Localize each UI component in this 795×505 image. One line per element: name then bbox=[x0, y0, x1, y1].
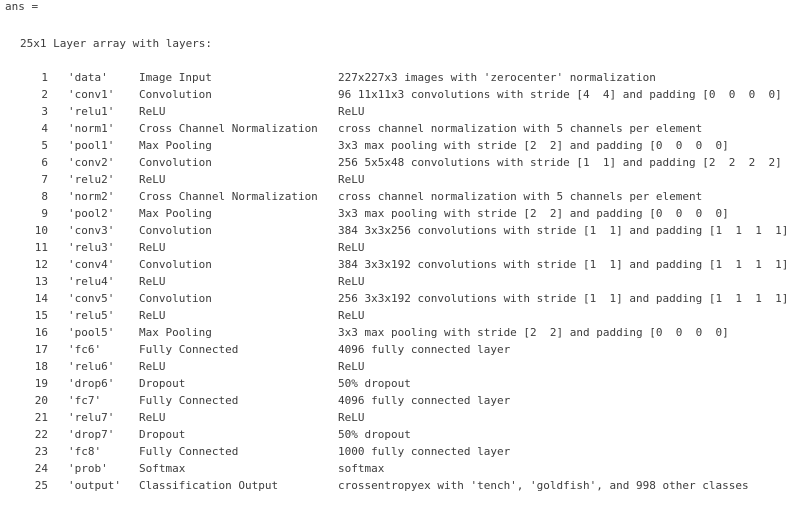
layer-index: 10 bbox=[34, 224, 48, 237]
layer-row bbox=[0, 239, 795, 256]
layer-description: ReLU bbox=[338, 309, 365, 322]
layer-description: 4096 fully connected layer bbox=[338, 394, 511, 407]
layer-list bbox=[0, 69, 795, 494]
layer-row bbox=[0, 154, 795, 171]
layer-type: Cross Channel Normalization bbox=[139, 190, 318, 203]
layer-index: 18 bbox=[34, 360, 48, 373]
layer-type: Convolution bbox=[139, 88, 212, 101]
layer-name: 'conv5' bbox=[68, 292, 115, 305]
layer-description: 50% dropout bbox=[338, 377, 411, 390]
layer-index: 6 bbox=[41, 156, 48, 169]
layer-index: 23 bbox=[34, 445, 48, 458]
ans-label: ans = bbox=[5, 0, 39, 13]
layer-index: 8 bbox=[41, 190, 48, 203]
layer-index: 20 bbox=[34, 394, 48, 407]
layer-name: 'data' bbox=[68, 71, 108, 84]
layer-description: ReLU bbox=[338, 173, 365, 186]
layer-type: ReLU bbox=[139, 241, 166, 254]
layer-name: 'pool5' bbox=[68, 326, 115, 339]
layer-name: 'norm1' bbox=[68, 122, 115, 135]
layer-type: ReLU bbox=[139, 275, 166, 288]
layer-row bbox=[0, 86, 795, 103]
layer-index: 21 bbox=[34, 411, 48, 424]
layer-row bbox=[0, 205, 795, 222]
layer-row bbox=[0, 392, 795, 409]
layer-index: 1 bbox=[41, 71, 48, 84]
layer-description: ReLU bbox=[338, 275, 365, 288]
layer-index: 19 bbox=[34, 377, 48, 390]
layer-type: Fully Connected bbox=[139, 394, 239, 407]
layer-description: 3x3 max pooling with stride [2 2] and padding [0 0 0 0] bbox=[338, 139, 729, 152]
layer-index: 25 bbox=[34, 479, 48, 492]
layer-array-summary: 25x1 Layer array with layers: bbox=[20, 37, 213, 50]
layer-type: ReLU bbox=[139, 309, 166, 322]
layer-index: 17 bbox=[34, 343, 48, 356]
layer-name: 'relu1' bbox=[68, 105, 115, 118]
layer-name: 'relu4' bbox=[68, 275, 115, 288]
layer-name: 'relu3' bbox=[68, 241, 115, 254]
layer-description: ReLU bbox=[338, 241, 365, 254]
layer-index: 7 bbox=[41, 173, 48, 186]
layer-description: cross channel normalization with 5 channels per element bbox=[338, 122, 703, 135]
layer-type: Max Pooling bbox=[139, 139, 212, 152]
layer-description: 384 3x3x192 convolutions with stride [1 1] and padding [1 1 1 1] bbox=[338, 258, 789, 271]
layer-type: ReLU bbox=[139, 411, 166, 424]
layer-index: 14 bbox=[34, 292, 48, 305]
layer-name: 'drop7' bbox=[68, 428, 115, 441]
layer-type: Dropout bbox=[139, 428, 186, 441]
layer-index: 11 bbox=[34, 241, 48, 254]
layer-name: 'norm2' bbox=[68, 190, 115, 203]
layer-description: softmax bbox=[338, 462, 385, 475]
layer-row bbox=[0, 290, 795, 307]
layer-name: 'conv3' bbox=[68, 224, 115, 237]
layer-description: ReLU bbox=[338, 105, 365, 118]
layer-type: Cross Channel Normalization bbox=[139, 122, 318, 135]
layer-description: crossentropyex with 'tench', 'goldfish', and 998 other classes bbox=[338, 479, 749, 492]
layer-type: Convolution bbox=[139, 224, 212, 237]
layer-description: cross channel normalization with 5 channels per element bbox=[338, 190, 703, 203]
layer-row bbox=[0, 443, 795, 460]
layer-index: 13 bbox=[34, 275, 48, 288]
layer-description: 384 3x3x256 convolutions with stride [1 1] and padding [1 1 1 1] bbox=[338, 224, 789, 237]
layer-description: 256 3x3x192 convolutions with stride [1 1] and padding [1 1 1 1] bbox=[338, 292, 789, 305]
layer-description: 4096 fully connected layer bbox=[338, 343, 511, 356]
layer-name: 'relu5' bbox=[68, 309, 115, 322]
layer-name: 'output' bbox=[68, 479, 121, 492]
layer-type: Convolution bbox=[139, 292, 212, 305]
layer-row bbox=[0, 120, 795, 137]
layer-row bbox=[0, 324, 795, 341]
layer-description: 3x3 max pooling with stride [2 2] and padding [0 0 0 0] bbox=[338, 207, 729, 220]
layer-row bbox=[0, 69, 795, 86]
layer-type: Max Pooling bbox=[139, 207, 212, 220]
layer-row bbox=[0, 341, 795, 358]
layer-row bbox=[0, 103, 795, 120]
layer-index: 12 bbox=[34, 258, 48, 271]
layer-description: 1000 fully connected layer bbox=[338, 445, 511, 458]
layer-type: Classification Output bbox=[139, 479, 279, 492]
layer-row bbox=[0, 222, 795, 239]
layer-row bbox=[0, 188, 795, 205]
layer-index: 15 bbox=[34, 309, 48, 322]
layer-row bbox=[0, 477, 795, 494]
layer-type: Fully Connected bbox=[139, 445, 239, 458]
layer-type: Convolution bbox=[139, 258, 212, 271]
layer-name: 'drop6' bbox=[68, 377, 115, 390]
layer-index: 4 bbox=[41, 122, 48, 135]
layer-type: Convolution bbox=[139, 156, 212, 169]
layer-row bbox=[0, 171, 795, 188]
layer-type: Softmax bbox=[139, 462, 186, 475]
layer-index: 24 bbox=[34, 462, 48, 475]
layer-name: 'pool2' bbox=[68, 207, 115, 220]
layer-type: Fully Connected bbox=[139, 343, 239, 356]
layer-name: 'fc8' bbox=[68, 445, 102, 458]
layer-row bbox=[0, 256, 795, 273]
layer-name: 'relu6' bbox=[68, 360, 115, 373]
layer-description: 50% dropout bbox=[338, 428, 411, 441]
layer-row bbox=[0, 460, 795, 477]
layer-index: 22 bbox=[34, 428, 48, 441]
layer-type: ReLU bbox=[139, 360, 166, 373]
layer-name: 'prob' bbox=[68, 462, 108, 475]
layer-description: 227x227x3 images with 'zerocenter' normalization bbox=[338, 71, 656, 84]
layer-type: Dropout bbox=[139, 377, 186, 390]
layer-index: 2 bbox=[41, 88, 48, 101]
layer-description: ReLU bbox=[338, 411, 365, 424]
layer-type: ReLU bbox=[139, 105, 166, 118]
layer-name: 'fc6' bbox=[68, 343, 102, 356]
layer-name: 'conv1' bbox=[68, 88, 115, 101]
layer-description: ReLU bbox=[338, 360, 365, 373]
layer-name: 'conv4' bbox=[68, 258, 115, 271]
layer-row bbox=[0, 137, 795, 154]
layer-name: 'relu2' bbox=[68, 173, 115, 186]
layer-type: Max Pooling bbox=[139, 326, 212, 339]
layer-type: Image Input bbox=[139, 71, 212, 84]
layer-index: 5 bbox=[41, 139, 48, 152]
layer-name: 'conv2' bbox=[68, 156, 115, 169]
layer-index: 9 bbox=[41, 207, 48, 220]
layer-row bbox=[0, 307, 795, 324]
layer-name: 'pool1' bbox=[68, 139, 115, 152]
layer-index: 3 bbox=[41, 105, 48, 118]
layer-description: 96 11x11x3 convolutions with stride [4 4] and padding [0 0 0 0] bbox=[338, 88, 782, 101]
layer-row bbox=[0, 273, 795, 290]
layer-name: 'relu7' bbox=[68, 411, 115, 424]
layer-row bbox=[0, 358, 795, 375]
layer-name: 'fc7' bbox=[68, 394, 102, 407]
layer-type: ReLU bbox=[139, 173, 166, 186]
layer-row bbox=[0, 409, 795, 426]
layer-row bbox=[0, 426, 795, 443]
layer-row bbox=[0, 375, 795, 392]
layer-description: 3x3 max pooling with stride [2 2] and padding [0 0 0 0] bbox=[338, 326, 729, 339]
layer-description: 256 5x5x48 convolutions with stride [1 1] and padding [2 2 2 2] bbox=[338, 156, 782, 169]
layer-index: 16 bbox=[34, 326, 48, 339]
